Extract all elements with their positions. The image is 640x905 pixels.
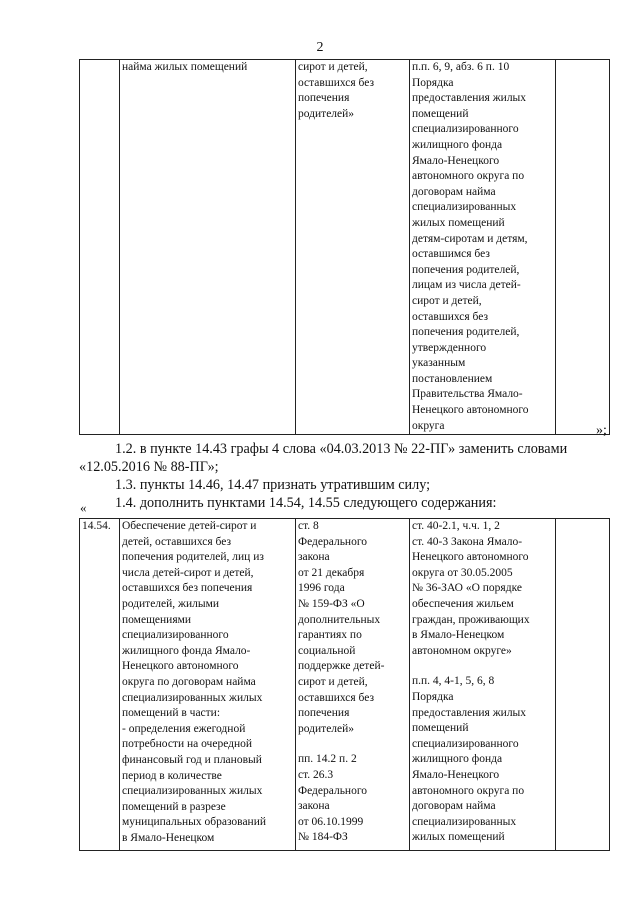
cell-federal-law: сирот и детей, оставшихся без попечения родителей» [296, 60, 410, 435]
table-new-items [79, 518, 610, 851]
paragraph-1-2-line-2: «12.05.2016 № 88-ПГ»; [79, 459, 219, 475]
cell-regional-act: ст. 40-2.1, ч.ч. 1, 2 ст. 40-3 Закона Ямало- Ненецкого автономного округа от 30.05.2005 № 36-ЗАО «О порядке обеспечения жильем граждан, проживающих в Ямало-Ненецком автономном округе» п.п. 4, 4-1, 5, 6, 8 Порядка предоставления жилых помещений специализированного жилищного фонда Ямало-Ненецкого автономного округа по договорам найма специализированных жилых помещений [410, 519, 556, 851]
paragraph-1-3: 1.3. пункты 14.46, 14.47 признать утратившим силу; [115, 477, 431, 493]
cell-empty [556, 60, 610, 435]
cell-number: 14.54. [80, 519, 120, 851]
cell-number [80, 60, 120, 435]
opening-quote: « [80, 500, 87, 515]
table-row [80, 519, 610, 851]
cell-empty [556, 519, 610, 851]
cell-federal-law: ст. 8 Федерального закона от 21 декабря 1996 года № 159-ФЗ «О дополнительных гарантиях по социальной поддержке детей- сирот и детей, оставшихся без попечения родителей» пп. 14.2 п. 2 ст. 26.3 Федерального закона от 06.10.1999 № 184-ФЗ [296, 519, 410, 851]
paragraph-1-4: 1.4. дополнить пунктами 14.54, 14.55 следующего содержания: [115, 495, 497, 511]
cell-function: Обеспечение детей-сирот и детей, оставшихся без попечения родителей, лиц из числа детей-сирот и детей, оставшихся без попечения родителей, жилыми помещениями специализированного жилищного фонда Ямало- Ненецкого автономного округа по договорам найма специализированных жилых помещений в части: - определения ежегодной потребности на очередной финансовый год и плановый период в количестве специализированных жилых помещений в разрезе муниципальных образований в Ямало-Ненецком [120, 519, 296, 851]
page-number: 2 [316, 40, 324, 55]
paragraph-1-2-line-1: 1.2. в пункте 14.43 графы 4 слова «04.03.2013 № 22-ПГ» заменить словами [115, 441, 568, 457]
table-row [80, 60, 610, 435]
closing-quote: »; [596, 423, 607, 438]
table-continuation [79, 59, 610, 435]
cell-regional-act: п.п. 6, 9, абз. 6 п. 10 Порядка предоставления жилых помещений специализированного жилищного фонда Ямало-Ненецкого автономного округа по договорам найма специализированных жилых помещений детям-сиротам и детям, оставшимся без попечения родителей, лицам из числа детей- сирот и детей, оставшихся без попечения родителей, утвержденного указанным постановлением Правительства Ямало- Ненецкого автономного округа [410, 60, 556, 435]
cell-function: найма жилых помещений [120, 60, 296, 435]
